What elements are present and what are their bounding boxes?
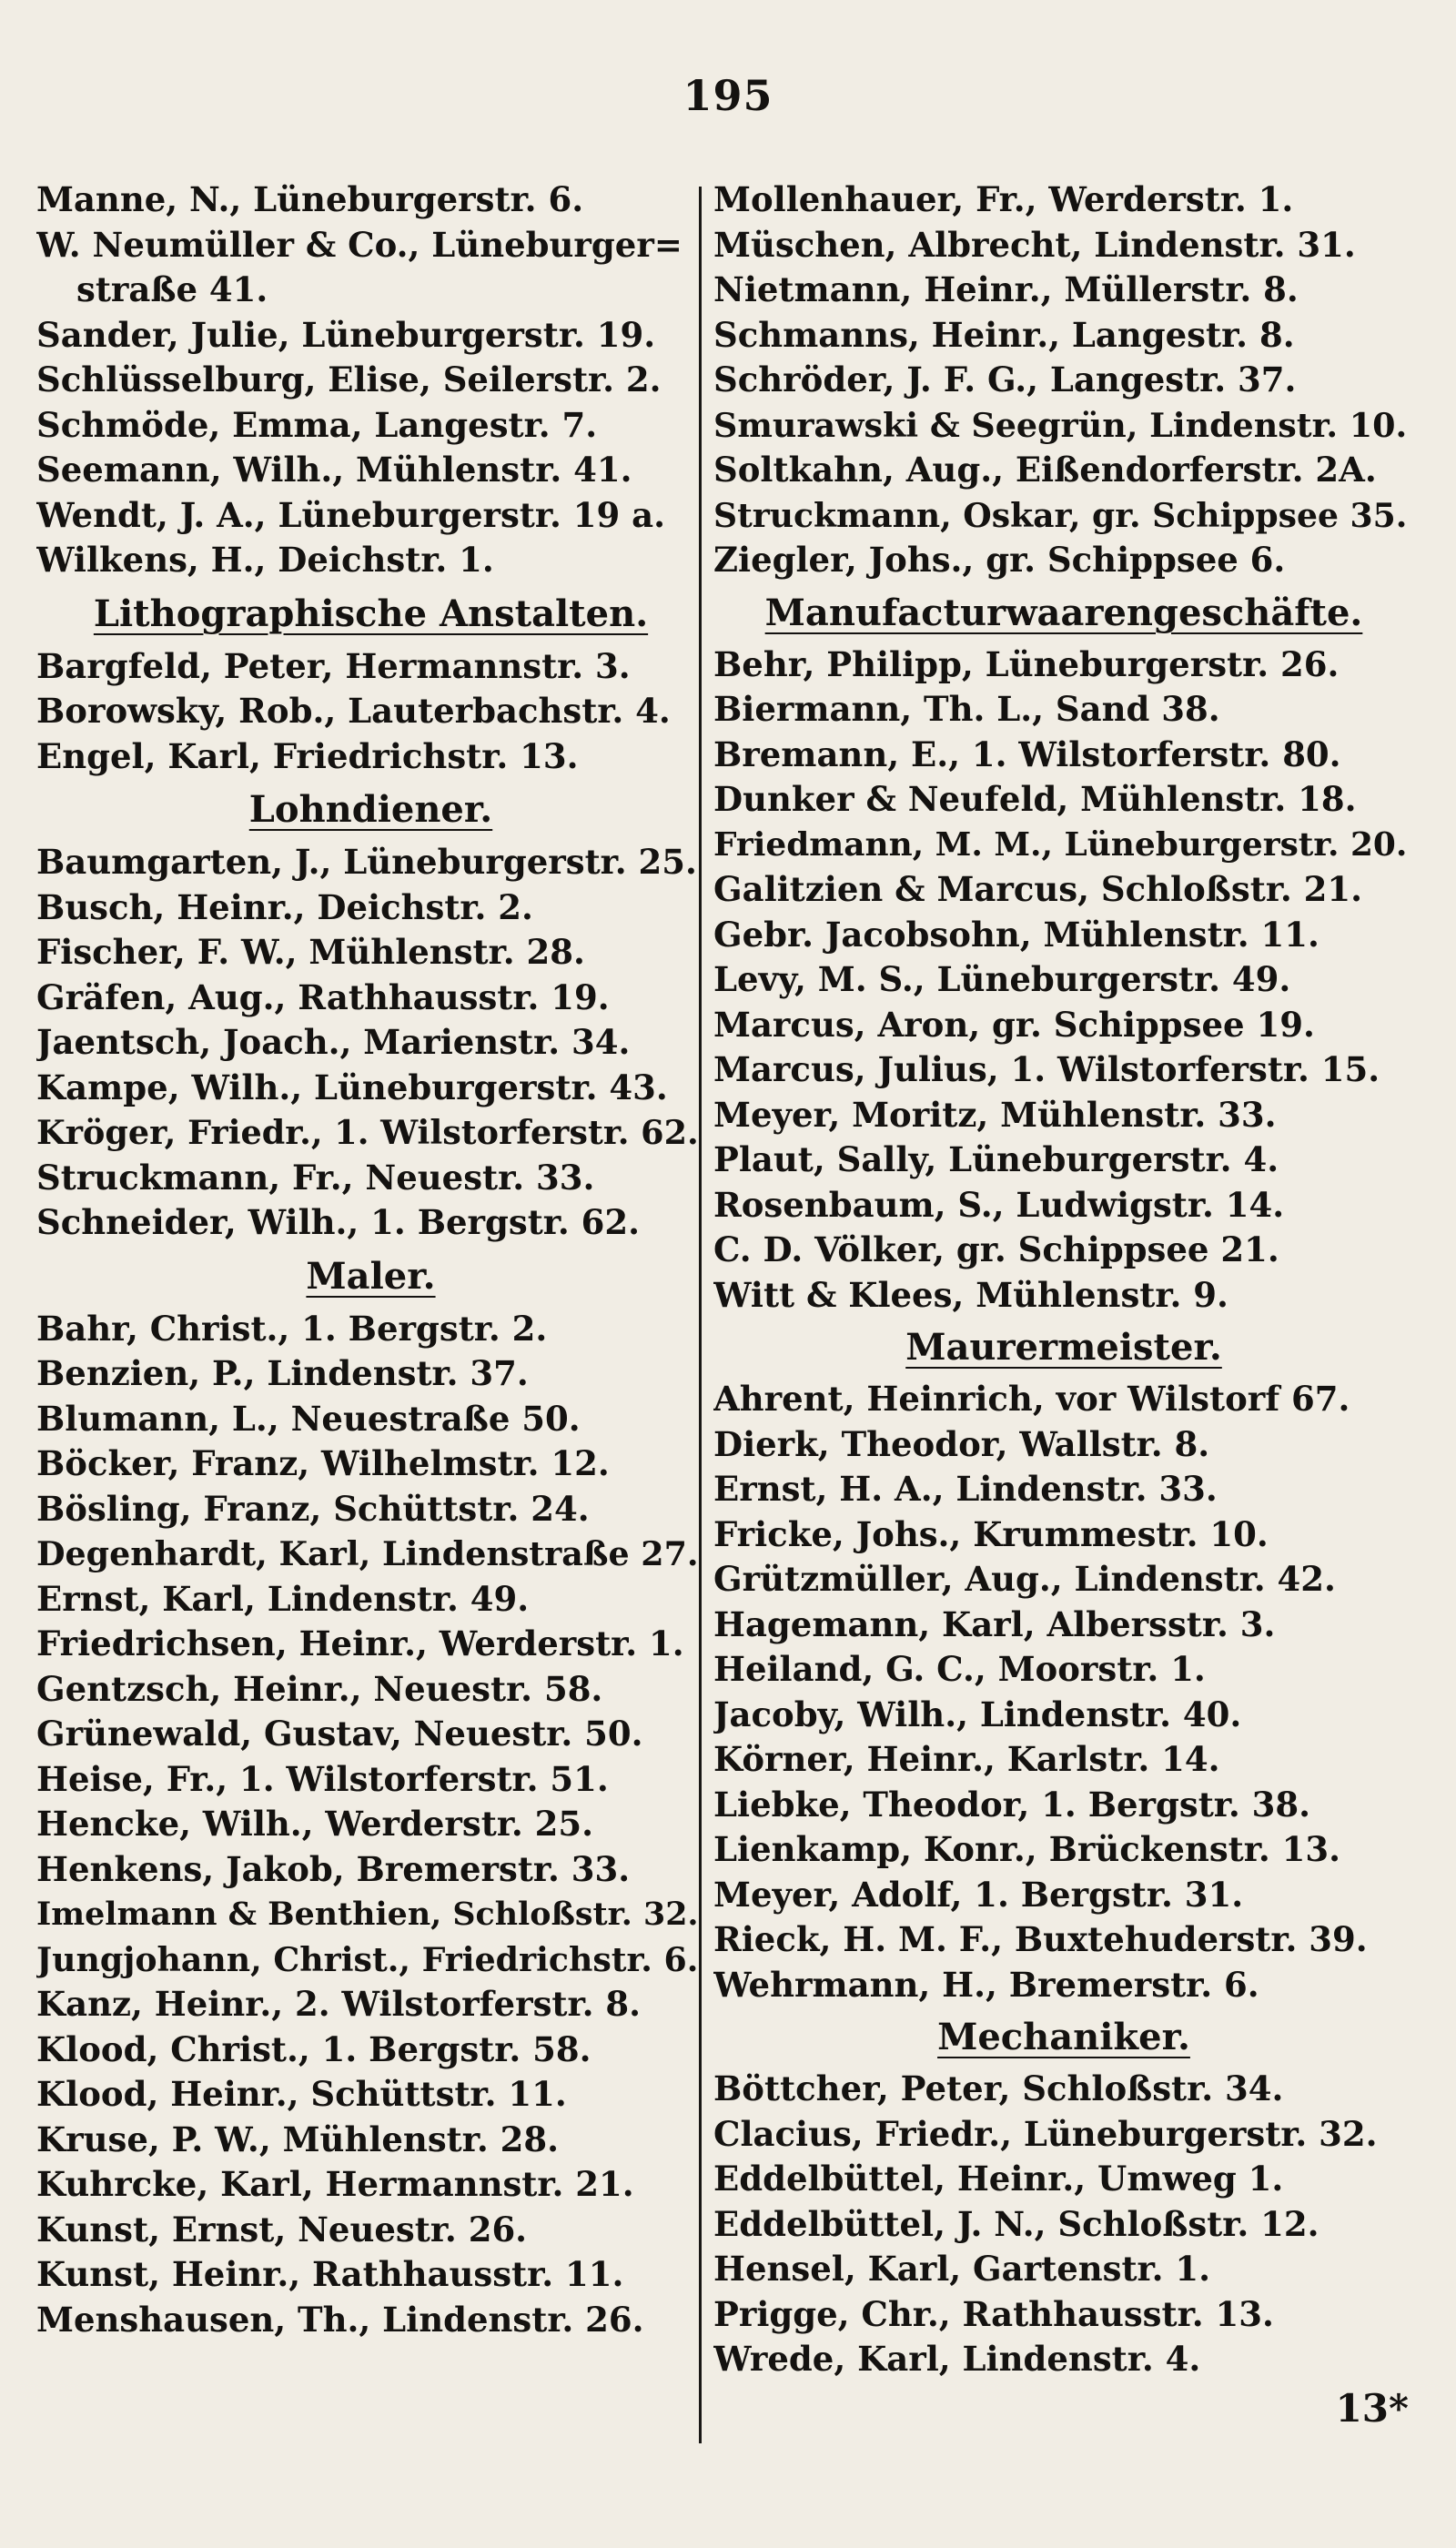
directory-entry: Bösling, Franz, Schüttstr. 24. bbox=[36, 1488, 590, 1529]
directory-entry: Friedmann, M. M., Lüneburgerstr. 20. bbox=[713, 824, 1408, 864]
directory-entry: Smurawski & Seegrün, Lindenstr. 10. bbox=[713, 405, 1408, 445]
directory-entry: Rosenbaum, S., Ludwigstr. 14. bbox=[713, 1184, 1285, 1225]
directory-entry: Dunker & Neufeld, Mühlenstr. 18. bbox=[713, 779, 1357, 819]
directory-entry: Friedrichsen, Heinr., Werderstr. 1. bbox=[36, 1623, 684, 1663]
directory-entry: Grünewald, Gustav, Neuestr. 50. bbox=[36, 1714, 643, 1754]
directory-entry: Ernst, H. A., Lindenstr. 33. bbox=[713, 1469, 1218, 1509]
section-heading: Maler. bbox=[306, 1254, 436, 1298]
directory-entry: Ziegler, Johs., gr. Schippsee 6. bbox=[713, 540, 1286, 580]
directory-entry: Galitzien & Marcus, Schloßstr. 21. bbox=[713, 869, 1363, 909]
directory-entry: Benzien, P., Lindenstr. 37. bbox=[36, 1353, 529, 1393]
directory-entry: Eddelbüttel, Heinr., Umweg 1. bbox=[713, 2159, 1284, 2199]
directory-entry: Kruse, P. W., Mühlenstr. 28. bbox=[36, 2118, 559, 2159]
directory-entry: Plaut, Sally, Lüneburgerstr. 4. bbox=[713, 1139, 1279, 1179]
directory-entry: Busch, Heinr., Deichstr. 2. bbox=[36, 886, 533, 927]
directory-entry: Engel, Karl, Friedrichstr. 13. bbox=[36, 735, 579, 776]
directory-entry: Kunst, Heinr., Rathhausstr. 11. bbox=[36, 2254, 624, 2294]
directory-entry: Jungjohann, Christ., Friedrichstr. 6. bbox=[36, 1939, 699, 1979]
directory-entry: Kröger, Friedr., 1. Wilstorferstr. 62. bbox=[36, 1113, 699, 1152]
directory-entry: Kanz, Heinr., 2. Wilstorferstr. 8. bbox=[36, 1984, 641, 2024]
sheet-signature: 13* bbox=[1335, 2386, 1409, 2431]
directory-entry: Prigge, Chr., Rathhausstr. 13. bbox=[713, 2293, 1274, 2334]
section-heading: Manufacturwaarengeschäfte. bbox=[764, 591, 1363, 634]
directory-entry: Marcus, Aron, gr. Schippsee 19. bbox=[713, 1004, 1315, 1045]
directory-entry: Wrede, Karl, Lindenstr. 4. bbox=[713, 2339, 1201, 2379]
directory-entry: Wilkens, H., Deichstr. 1. bbox=[36, 540, 494, 580]
directory-entry: Klood, Heinr., Schüttstr. 11. bbox=[36, 2074, 567, 2114]
directory-entry: Ernst, Karl, Lindenstr. 49. bbox=[36, 1578, 530, 1619]
directory-entry: Dierk, Theodor, Wallstr. 8. bbox=[713, 1423, 1210, 1464]
directory-entry: Jaentsch, Joach., Marienstr. 34. bbox=[36, 1022, 631, 1062]
directory-entry: Hensel, Karl, Gartenstr. 1. bbox=[713, 2249, 1211, 2289]
section-heading: Mechaniker. bbox=[937, 2016, 1190, 2058]
directory-entry: Gräfen, Aug., Rathhausstr. 19. bbox=[36, 976, 610, 1017]
directory-entry: Fricke, Johs., Krummestr. 10. bbox=[713, 1513, 1269, 1554]
directory-entry: Jacoby, Wilh., Lindenstr. 40. bbox=[713, 1694, 1242, 1734]
section-heading: Lithographische Anstalten. bbox=[93, 592, 649, 635]
directory-entry: Heiland, G. C., Moorstr. 1. bbox=[713, 1649, 1206, 1689]
directory-entry: Biermann, Th. L., Sand 38. bbox=[713, 689, 1220, 729]
directory-entry: Gebr. Jacobsohn, Mühlenstr. 11. bbox=[713, 914, 1320, 955]
directory-entry: Mollenhauer, Fr., Werderstr. 1. bbox=[713, 179, 1294, 219]
directory-entry: Clacius, Friedr., Lüneburgerstr. 32. bbox=[713, 2113, 1378, 2154]
page-number: 195 bbox=[682, 71, 774, 120]
directory-entry: Struckmann, Fr., Neuestr. 33. bbox=[36, 1157, 595, 1198]
directory-entry: Grützmüller, Aug., Lindenstr. 42. bbox=[713, 1559, 1336, 1599]
left-column bbox=[36, 177, 705, 2342]
directory-entry: Bremann, E., 1. Wilstorferstr. 80. bbox=[713, 733, 1341, 774]
directory-entry: Soltkahn, Aug., Eißendorferstr. 2A. bbox=[713, 450, 1377, 490]
directory-entry: Kuhrcke, Karl, Hermannstr. 21. bbox=[36, 2164, 634, 2204]
directory-entry: Schröder, J. F. G., Langestr. 37. bbox=[713, 359, 1297, 399]
directory-entry: Gentzsch, Heinr., Neuestr. 58. bbox=[36, 1668, 603, 1709]
directory-entry: Marcus, Julius, 1. Wilstorferstr. 15. bbox=[713, 1049, 1380, 1089]
directory-entry: Baumgarten, J., Lüneburgerstr. 25. bbox=[36, 842, 697, 882]
directory-entry: Wendt, J. A., Lüneburgerstr. 19 a. bbox=[36, 494, 665, 535]
right-column bbox=[713, 177, 1414, 2382]
directory-entry: Wehrmann, H., Bremerstr. 6. bbox=[713, 1964, 1259, 2005]
directory-entry: Schneider, Wilh., 1. Bergstr. 62. bbox=[36, 1202, 641, 1242]
directory-entry: Klood, Christ., 1. Bergstr. 58. bbox=[36, 2028, 592, 2069]
directory-entry: Levy, M. S., Lüneburgerstr. 49. bbox=[713, 959, 1291, 999]
directory-entry: Kampe, Wilh., Lüneburgerstr. 43. bbox=[36, 1067, 668, 1107]
directory-entry: Bahr, Christ., 1. Bergstr. 2. bbox=[36, 1308, 548, 1349]
directory-entry: Imelmann & Benthien, Schloßstr. 32. bbox=[36, 1896, 699, 1933]
directory-entry: Böttcher, Peter, Schloßstr. 34. bbox=[713, 2068, 1284, 2108]
section-heading: Lohndiener. bbox=[248, 788, 493, 831]
directory-entry: Böcker, Franz, Wilhelmstr. 12. bbox=[36, 1443, 610, 1483]
directory-entry: Sander, Julie, Lüneburgerstr. 19. bbox=[36, 314, 656, 355]
directory-entry: Menshausen, Th., Lindenstr. 26. bbox=[36, 2299, 644, 2340]
directory-entry: Bargfeld, Peter, Hermannstr. 3. bbox=[36, 645, 631, 686]
directory-entry: Meyer, Moritz, Mühlenstr. 33. bbox=[713, 1094, 1277, 1135]
directory-entry: Meyer, Adolf, 1. Bergstr. 31. bbox=[713, 1874, 1244, 1915]
directory-entry: Rieck, H. M. F., Buxtehuderstr. 39. bbox=[713, 1919, 1368, 1959]
directory-entry: Liebke, Theodor, 1. Bergstr. 38. bbox=[713, 1784, 1311, 1825]
directory-entry: Witt & Klees, Mühlenstr. 9. bbox=[713, 1274, 1228, 1315]
directory-entry: Lienkamp, Konr., Brückenstr. 13. bbox=[713, 1829, 1340, 1869]
directory-entry: Körner, Heinr., Karlstr. 14. bbox=[713, 1739, 1220, 1779]
directory-entry: Nietmann, Heinr., Müllerstr. 8. bbox=[713, 269, 1299, 309]
directory-entry: Henkens, Jakob, Bremerstr. 33. bbox=[36, 1848, 631, 1889]
directory-entry: Müschen, Albrecht, Lindenstr. 31. bbox=[713, 224, 1356, 265]
directory-entry: Fischer, F. W., Mühlenstr. 28. bbox=[36, 932, 585, 972]
directory-entry: Hagemann, Karl, Albersstr. 3. bbox=[713, 1603, 1276, 1644]
directory-entry: Schlüsselburg, Elise, Seilerstr. 2. bbox=[36, 359, 662, 399]
directory-entry: Struckmann, Oskar, gr. Schippsee 35. bbox=[713, 495, 1408, 535]
section-heading: Maurermeister. bbox=[905, 1326, 1222, 1369]
directory-entry: Blumann, L., Neuestraße 50. bbox=[36, 1398, 581, 1439]
directory-entry: Schmöde, Emma, Langestr. 7. bbox=[36, 404, 598, 445]
directory-entry: C. D. Völker, gr. Schippsee 21. bbox=[713, 1229, 1279, 1269]
directory-entry: Manne, N., Lüneburgerstr. 6. bbox=[36, 179, 584, 219]
directory-entry: Ahrent, Heinrich, vor Wilstorf 67. bbox=[713, 1379, 1350, 1419]
directory-entry: Kunst, Ernst, Neuestr. 26. bbox=[36, 2209, 528, 2250]
directory-entry: W. Neumüller & Co., Lüneburger= bbox=[36, 224, 682, 265]
directory-entry: Eddelbüttel, J. N., Schloßstr. 12. bbox=[713, 2203, 1320, 2244]
directory-entry: Hencke, Wilh., Werderstr. 25. bbox=[36, 1804, 594, 1844]
directory-entry-continuation: straße 41. bbox=[76, 269, 268, 309]
directory-entry: Heise, Fr., 1. Wilstorferstr. 51. bbox=[36, 1758, 609, 1799]
directory-entry: Seemann, Wilh., Mühlenstr. 41. bbox=[36, 450, 632, 490]
directory-entry: Behr, Philipp, Lüneburgerstr. 26. bbox=[713, 643, 1340, 684]
directory-entry: Schmanns, Heinr., Langestr. 8. bbox=[713, 314, 1295, 355]
directory-entry: Borowsky, Rob., Lauterbachstr. 4. bbox=[36, 691, 671, 731]
directory-entry: Degenhardt, Karl, Lindenstraße 27. bbox=[36, 1534, 699, 1573]
column-divider bbox=[699, 187, 702, 2443]
